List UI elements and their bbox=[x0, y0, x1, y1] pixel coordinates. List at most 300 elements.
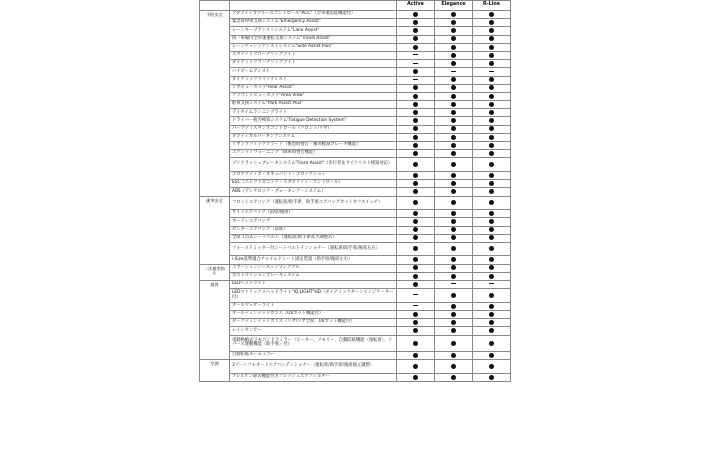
standard-dot-icon bbox=[451, 61, 456, 66]
standard-dot-icon bbox=[489, 227, 494, 232]
feature-cell: サイドエアバッグ（前席/後席） bbox=[230, 210, 397, 218]
availability-cell bbox=[473, 92, 511, 100]
availability-cell bbox=[473, 109, 511, 117]
availability-cell bbox=[397, 188, 435, 196]
table-row bbox=[200, 43, 511, 51]
availability-cell bbox=[397, 142, 435, 150]
availability-cell bbox=[473, 27, 511, 35]
table-row bbox=[200, 109, 511, 117]
availability-cell bbox=[473, 51, 511, 59]
availability-cell bbox=[435, 218, 473, 226]
availability-cell bbox=[397, 319, 435, 327]
header-r-line: R-Line bbox=[473, 1, 511, 11]
availability-cell bbox=[435, 43, 473, 51]
availability-cell bbox=[397, 256, 435, 264]
standard-dot-icon bbox=[489, 181, 494, 186]
availability-cell bbox=[473, 210, 511, 218]
availability-cell bbox=[397, 289, 435, 303]
feature-cell: レーンキープアシストシステム"Lane Assist" bbox=[230, 27, 397, 35]
feature-cell: LEDヘッドライト bbox=[230, 281, 397, 289]
standard-dot-icon bbox=[413, 211, 418, 216]
feature-cell: プロアクティブ・オキュパント・プロテクション bbox=[230, 171, 397, 179]
standard-dot-icon bbox=[451, 53, 456, 58]
standard-dot-icon bbox=[451, 341, 456, 346]
table-row bbox=[200, 117, 511, 125]
table-row bbox=[200, 242, 511, 256]
standard-dot-icon bbox=[451, 126, 456, 131]
standard-dot-icon bbox=[489, 257, 494, 262]
availability-cell bbox=[397, 302, 435, 310]
availability-cell bbox=[397, 76, 435, 84]
availability-cell bbox=[397, 171, 435, 179]
table-row bbox=[200, 272, 511, 280]
standard-dot-icon bbox=[489, 110, 494, 115]
standard-dot-icon bbox=[451, 246, 456, 251]
table-row bbox=[200, 210, 511, 218]
table-row bbox=[200, 101, 511, 109]
standard-dot-icon bbox=[451, 189, 456, 194]
availability-cell bbox=[397, 234, 435, 242]
header-category bbox=[200, 1, 230, 11]
availability-cell bbox=[435, 60, 473, 68]
header-active: Active bbox=[397, 1, 435, 11]
table-body bbox=[200, 11, 511, 382]
availability-cell bbox=[473, 60, 511, 68]
feature-cell: 電動格納式リモコンドアミラー（ヒーター、メモリー、自動防眩機能〈運転席〉、リバース連動機能〈助手席〉付） bbox=[230, 335, 397, 352]
table-row bbox=[200, 11, 511, 19]
table-row bbox=[200, 35, 511, 43]
table-row bbox=[200, 360, 511, 374]
standard-dot-icon bbox=[451, 118, 456, 123]
availability-cell bbox=[473, 289, 511, 303]
table-row bbox=[200, 234, 511, 242]
availability-cell bbox=[397, 281, 435, 289]
standard-dot-icon bbox=[413, 189, 418, 194]
standard-dot-icon bbox=[413, 102, 418, 107]
availability-cell bbox=[397, 27, 435, 35]
standard-dot-icon bbox=[451, 375, 456, 380]
availability-cell bbox=[473, 281, 511, 289]
standard-dot-icon bbox=[489, 211, 494, 216]
availability-cell bbox=[473, 311, 511, 319]
standard-dot-icon bbox=[489, 61, 494, 66]
standard-dot-icon bbox=[413, 257, 418, 262]
standard-dot-icon bbox=[489, 20, 494, 25]
availability-cell bbox=[435, 125, 473, 133]
standard-dot-icon bbox=[489, 45, 494, 50]
availability-cell bbox=[473, 133, 511, 141]
standard-dot-icon bbox=[413, 219, 418, 224]
availability-cell bbox=[473, 19, 511, 27]
table-row bbox=[200, 256, 511, 264]
availability-cell bbox=[397, 11, 435, 19]
standard-dot-icon bbox=[451, 304, 456, 309]
feature-cell: 自動防眩ルームミラー bbox=[230, 352, 397, 360]
availability-cell bbox=[435, 101, 473, 109]
availability-cell bbox=[435, 289, 473, 303]
standard-dot-icon bbox=[489, 364, 494, 369]
standard-dot-icon bbox=[451, 364, 456, 369]
availability-cell bbox=[435, 109, 473, 117]
standard-dot-icon bbox=[413, 274, 418, 279]
availability-cell bbox=[435, 302, 473, 310]
availability-cell bbox=[435, 360, 473, 374]
table-row bbox=[200, 133, 511, 141]
header-row bbox=[200, 1, 511, 11]
standard-dot-icon bbox=[413, 353, 418, 358]
standard-dot-icon bbox=[489, 135, 494, 140]
table-row bbox=[200, 60, 511, 68]
not-available-dash-icon bbox=[413, 54, 418, 55]
table-row bbox=[200, 76, 511, 84]
standard-dot-icon bbox=[413, 200, 418, 205]
not-available-dash-icon bbox=[413, 305, 418, 306]
standard-dot-icon bbox=[451, 45, 456, 50]
not-available-dash-icon bbox=[451, 71, 456, 72]
availability-cell bbox=[435, 150, 473, 158]
availability-cell bbox=[435, 11, 473, 19]
header-feature bbox=[230, 1, 397, 11]
standard-dot-icon bbox=[451, 20, 456, 25]
standard-dot-icon bbox=[489, 118, 494, 123]
standard-dot-icon bbox=[413, 320, 418, 325]
standard-dot-icon bbox=[489, 353, 494, 358]
standard-dot-icon bbox=[413, 135, 418, 140]
availability-cell bbox=[435, 373, 473, 381]
availability-cell bbox=[397, 272, 435, 280]
standard-dot-icon bbox=[489, 77, 494, 82]
standard-dot-icon bbox=[451, 173, 456, 178]
availability-cell bbox=[397, 264, 435, 272]
not-available-dash-icon bbox=[413, 79, 418, 80]
standard-dot-icon bbox=[451, 265, 456, 270]
standard-dot-icon bbox=[413, 227, 418, 232]
standard-dot-icon bbox=[413, 181, 418, 186]
availability-cell bbox=[435, 117, 473, 125]
availability-cell bbox=[397, 117, 435, 125]
feature-cell: オールウェザーライト bbox=[230, 302, 397, 310]
feature-cell: レーンチェンジアシストシステム"Side Assist Plus" bbox=[230, 43, 397, 51]
feature-cell: ポストコリジョンブレーキシステム bbox=[230, 272, 397, 280]
feature-cell: 全席３点式シートベルト（運転席/助手席高さ調整式） bbox=[230, 234, 397, 242]
availability-cell bbox=[473, 242, 511, 256]
standard-dot-icon bbox=[451, 36, 456, 41]
category-cell: 空調 bbox=[200, 360, 230, 382]
availability-cell bbox=[435, 335, 473, 352]
availability-cell bbox=[435, 188, 473, 196]
standard-dot-icon bbox=[489, 341, 494, 346]
availability-cell bbox=[435, 180, 473, 188]
availability-cell bbox=[397, 352, 435, 360]
feature-cell: ダークティンテッドガラス（リヤ/リヤ全席、UVカット機能付） bbox=[230, 319, 397, 327]
feature-cell: ハイビームアシスト bbox=[230, 68, 397, 76]
feature-cell: オールティンテッドガラス（UVカット機能付） bbox=[230, 311, 397, 319]
availability-cell bbox=[435, 84, 473, 92]
standard-dot-icon bbox=[451, 12, 456, 17]
standard-dot-icon bbox=[413, 151, 418, 156]
feature-cell: フォースリミッター付シートベルトテンショナー（運転席/助手席/後席左右） bbox=[230, 242, 397, 256]
feature-cell: リヤトラフィックアラート（後退時警告・衝突軽減ブレーキ機能） bbox=[230, 142, 397, 150]
availability-cell bbox=[397, 210, 435, 218]
standard-dot-icon bbox=[489, 219, 494, 224]
category-cell: 予防安全 bbox=[200, 11, 230, 197]
standard-dot-icon bbox=[413, 94, 418, 99]
feature-cell: リヤビューカメラ"Rear Assist" bbox=[230, 84, 397, 92]
availability-cell bbox=[397, 373, 435, 381]
feature-cell: オプティカルパーキングシステム bbox=[230, 133, 397, 141]
standard-dot-icon bbox=[489, 246, 494, 251]
availability-cell bbox=[473, 264, 511, 272]
availability-cell bbox=[435, 327, 473, 335]
availability-cell bbox=[473, 117, 511, 125]
feature-cell: フロントエアバッグ（運転席/助手席、助手席エアバッグカットオフスイッチ） bbox=[230, 196, 397, 210]
availability-cell bbox=[435, 68, 473, 76]
not-available-dash-icon bbox=[451, 283, 456, 284]
standard-dot-icon bbox=[489, 274, 494, 279]
standard-dot-icon bbox=[451, 162, 456, 167]
availability-cell bbox=[397, 327, 435, 335]
availability-cell bbox=[397, 19, 435, 27]
standard-dot-icon bbox=[489, 143, 494, 148]
feature-cell: パークディスタンスコントロール（フロント/リヤ） bbox=[230, 125, 397, 133]
standard-dot-icon bbox=[489, 126, 494, 131]
standard-dot-icon bbox=[451, 28, 456, 33]
standard-dot-icon bbox=[489, 28, 494, 33]
standard-dot-icon bbox=[451, 312, 456, 317]
equipment-table bbox=[199, 0, 510, 382]
standard-dot-icon bbox=[489, 94, 494, 99]
standard-dot-icon bbox=[413, 69, 418, 74]
availability-cell bbox=[397, 92, 435, 100]
standard-dot-icon bbox=[413, 85, 418, 90]
not-available-dash-icon bbox=[489, 71, 494, 72]
standard-dot-icon bbox=[451, 353, 456, 358]
table-row bbox=[200, 125, 511, 133]
availability-cell bbox=[435, 352, 473, 360]
availability-cell bbox=[397, 180, 435, 188]
availability-cell bbox=[397, 109, 435, 117]
feature-cell: センターエアバッグ（前席） bbox=[230, 226, 397, 234]
standard-dot-icon bbox=[413, 235, 418, 240]
standard-dot-icon bbox=[413, 126, 418, 131]
standard-dot-icon bbox=[451, 94, 456, 99]
standard-dot-icon bbox=[413, 162, 418, 167]
feature-cell: LEDマトリックスヘッドライト"IQ.LIGHT"HD（ダイナミックターンインジケーター付） bbox=[230, 289, 397, 303]
category-cell: 二次被害防止 bbox=[200, 264, 230, 280]
availability-cell bbox=[435, 234, 473, 242]
availability-cell bbox=[397, 196, 435, 210]
availability-cell bbox=[397, 335, 435, 352]
standard-dot-icon bbox=[413, 20, 418, 25]
availability-cell bbox=[435, 76, 473, 84]
availability-cell bbox=[435, 196, 473, 210]
availability-cell bbox=[473, 150, 511, 158]
availability-cell bbox=[473, 84, 511, 92]
availability-cell bbox=[397, 68, 435, 76]
availability-cell bbox=[397, 158, 435, 172]
availability-cell bbox=[397, 360, 435, 374]
availability-cell bbox=[473, 125, 511, 133]
availability-cell bbox=[473, 218, 511, 226]
feature-cell: ダイナミックコーナリングライト bbox=[230, 60, 397, 68]
standard-dot-icon bbox=[489, 173, 494, 178]
feature-cell: 緊急時停車支援システム"Emergency Assist" bbox=[230, 19, 397, 27]
standard-dot-icon bbox=[413, 265, 418, 270]
standard-dot-icon bbox=[451, 200, 456, 205]
table-row bbox=[200, 373, 511, 381]
availability-cell bbox=[435, 133, 473, 141]
feature-cell: アラウンドビューカメラ"Area View" bbox=[230, 92, 397, 100]
feature-cell: アレルゲン除去機能付きフレッシュエアフィルター bbox=[230, 373, 397, 381]
standard-dot-icon bbox=[451, 143, 456, 148]
availability-cell bbox=[397, 51, 435, 59]
availability-cell bbox=[435, 27, 473, 35]
availability-cell bbox=[435, 35, 473, 43]
standard-dot-icon bbox=[413, 341, 418, 346]
feature-cell: ESC（エレクトロニック・スタビリティ・コントロール） bbox=[230, 180, 397, 188]
standard-dot-icon bbox=[489, 304, 494, 309]
availability-cell bbox=[473, 35, 511, 43]
availability-cell bbox=[473, 68, 511, 76]
standard-dot-icon bbox=[451, 293, 456, 298]
availability-cell bbox=[473, 234, 511, 242]
standard-dot-icon bbox=[451, 328, 456, 333]
table-row bbox=[200, 218, 511, 226]
table-row bbox=[200, 27, 511, 35]
standard-dot-icon bbox=[451, 235, 456, 240]
standard-dot-icon bbox=[451, 102, 456, 107]
availability-cell bbox=[473, 196, 511, 210]
standard-dot-icon bbox=[413, 45, 418, 50]
table-row bbox=[200, 19, 511, 27]
standard-dot-icon bbox=[413, 143, 418, 148]
standard-dot-icon bbox=[451, 320, 456, 325]
availability-cell bbox=[397, 226, 435, 234]
availability-cell bbox=[397, 35, 435, 43]
standard-dot-icon bbox=[413, 28, 418, 33]
not-available-dash-icon bbox=[413, 294, 418, 295]
standard-dot-icon bbox=[489, 320, 494, 325]
availability-cell bbox=[473, 360, 511, 374]
availability-cell bbox=[397, 43, 435, 51]
availability-cell bbox=[397, 60, 435, 68]
standard-dot-icon bbox=[413, 246, 418, 251]
availability-cell bbox=[473, 335, 511, 352]
availability-cell bbox=[473, 188, 511, 196]
standard-dot-icon bbox=[489, 235, 494, 240]
standard-dot-icon bbox=[413, 312, 418, 317]
table-row bbox=[200, 264, 511, 272]
feature-cell: ドライバー疲労検知システム"Fatigue Detection System" bbox=[230, 117, 397, 125]
availability-cell bbox=[473, 373, 511, 381]
table-row bbox=[200, 302, 511, 310]
category-cell: 衝突安全 bbox=[200, 196, 230, 264]
availability-cell bbox=[435, 51, 473, 59]
feature-cell: ダイナミックライトアシスト bbox=[230, 76, 397, 84]
standard-dot-icon bbox=[489, 53, 494, 58]
availability-cell bbox=[473, 226, 511, 234]
standard-dot-icon bbox=[451, 151, 456, 156]
feature-cell: 駐車支援システム"Park Assist Plus" bbox=[230, 101, 397, 109]
standard-dot-icon bbox=[413, 328, 418, 333]
standard-dot-icon bbox=[413, 364, 418, 369]
availability-cell bbox=[397, 150, 435, 158]
table-row bbox=[200, 150, 511, 158]
feature-cell: アダプティブクルーズコントロール"ACC"（全車速追従機能付） bbox=[230, 11, 397, 19]
feature-cell: 同一車線内全車速運転支援システム"Travel Assist" bbox=[230, 35, 397, 43]
availability-cell bbox=[473, 319, 511, 327]
feature-cell: エグジットウォーニング（降車時警告機能） bbox=[230, 150, 397, 158]
feature-cell: レインセンサー bbox=[230, 327, 397, 335]
table-row bbox=[200, 196, 511, 210]
category-cell: 視界 bbox=[200, 281, 230, 360]
standard-dot-icon bbox=[413, 118, 418, 123]
availability-cell bbox=[397, 101, 435, 109]
availability-cell bbox=[435, 256, 473, 264]
feature-cell: プリクラッシュブレーキシステム"Front Assist"（歩行者＆サイクリスト検知対応） bbox=[230, 158, 397, 172]
availability-cell bbox=[473, 101, 511, 109]
availability-cell bbox=[435, 210, 473, 218]
standard-dot-icon bbox=[451, 181, 456, 186]
standard-dot-icon bbox=[489, 200, 494, 205]
standard-dot-icon bbox=[489, 189, 494, 194]
availability-cell bbox=[435, 158, 473, 172]
standard-dot-icon bbox=[489, 85, 494, 90]
table-row bbox=[200, 335, 511, 352]
not-available-dash-icon bbox=[413, 63, 418, 64]
standard-dot-icon bbox=[413, 12, 418, 17]
standard-dot-icon bbox=[413, 375, 418, 380]
availability-cell bbox=[473, 302, 511, 310]
availability-cell bbox=[397, 125, 435, 133]
feature-cell: カーテンエアバッグ bbox=[230, 218, 397, 226]
standard-dot-icon bbox=[413, 282, 418, 287]
standard-dot-icon bbox=[451, 257, 456, 262]
table-row bbox=[200, 188, 511, 196]
standard-dot-icon bbox=[489, 312, 494, 317]
availability-cell bbox=[435, 319, 473, 327]
feature-cell: エマージェンシーストップシグナル bbox=[230, 264, 397, 272]
availability-cell bbox=[397, 242, 435, 256]
table-row bbox=[200, 92, 511, 100]
table-row bbox=[200, 142, 511, 150]
availability-cell bbox=[473, 327, 511, 335]
availability-cell bbox=[397, 84, 435, 92]
standard-dot-icon bbox=[413, 36, 418, 41]
availability-cell bbox=[473, 256, 511, 264]
table-row bbox=[200, 51, 511, 59]
availability-cell bbox=[473, 76, 511, 84]
availability-cell bbox=[473, 158, 511, 172]
availability-cell bbox=[435, 142, 473, 150]
feature-cell: スタティックコーナリングライト bbox=[230, 51, 397, 59]
table-row bbox=[200, 327, 511, 335]
availability-cell bbox=[473, 11, 511, 19]
availability-cell bbox=[397, 133, 435, 141]
standard-dot-icon bbox=[489, 151, 494, 156]
standard-dot-icon bbox=[413, 110, 418, 115]
table-row bbox=[200, 319, 511, 327]
availability-cell bbox=[397, 311, 435, 319]
table-row bbox=[200, 352, 511, 360]
availability-cell bbox=[435, 272, 473, 280]
availability-cell bbox=[435, 171, 473, 179]
header-elegance: Elegance bbox=[435, 1, 473, 11]
availability-cell bbox=[473, 180, 511, 188]
standard-dot-icon bbox=[451, 77, 456, 82]
table-row bbox=[200, 226, 511, 234]
feature-cell: デイタイムランニングライト bbox=[230, 109, 397, 117]
